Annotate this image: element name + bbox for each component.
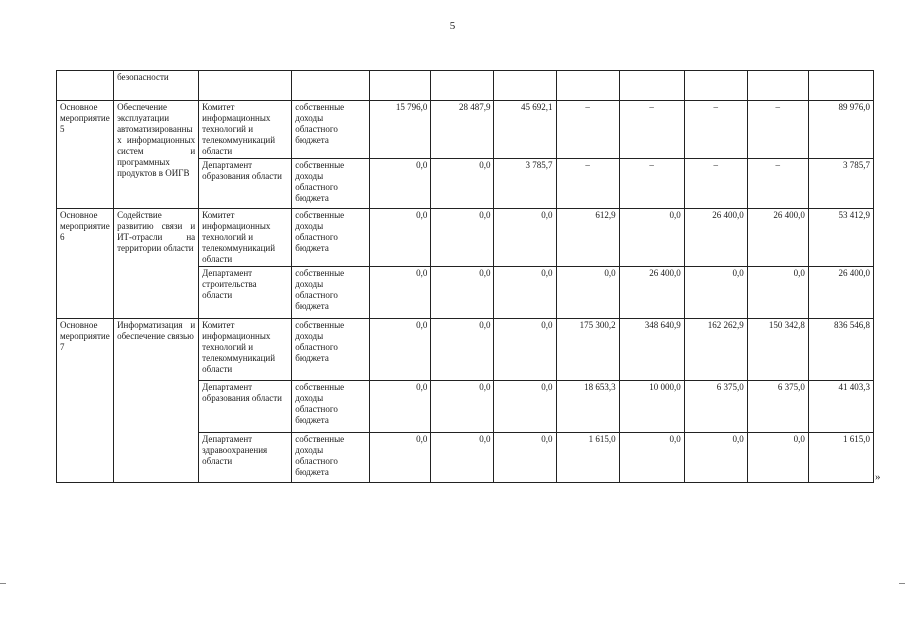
table-cell — [431, 71, 494, 101]
amount-cell: 18 653,3 — [556, 381, 619, 433]
amount-cell: 26 400,0 — [619, 267, 684, 319]
amount-cell: – — [747, 101, 808, 159]
funding-source-cell: собственные доходы областного бюджета — [292, 159, 370, 209]
amount-cell: 10 000,0 — [619, 381, 684, 433]
amount-cell: 0,0 — [747, 433, 808, 483]
amount-cell: 0,0 — [431, 433, 494, 483]
table-row — [57, 101, 874, 159]
amount-cell: 348 640,9 — [619, 319, 684, 381]
amount-cell: 0,0 — [747, 267, 808, 319]
amount-cell: 1 615,0 — [556, 433, 619, 483]
table-cell — [199, 71, 292, 101]
executor-cell: Департамент здравоохранения области — [199, 433, 292, 483]
amount-cell: 0,0 — [431, 319, 494, 381]
executor-cell: Комитет информационных технологий и телекоммуникаций области — [199, 101, 292, 159]
table-body — [57, 71, 874, 483]
amount-cell: 26 400,0 — [684, 209, 747, 267]
amount-cell: 41 403,3 — [808, 381, 873, 433]
table-cell — [370, 71, 431, 101]
amount-cell: – — [619, 101, 684, 159]
amount-cell: 26 400,0 — [747, 209, 808, 267]
funding-source-cell: собственные доходы областного бюджета — [292, 433, 370, 483]
table-cell — [556, 71, 619, 101]
table-cell — [57, 71, 114, 101]
executor-cell: Департамент образования области — [199, 159, 292, 209]
funding-source-cell: собственные доходы областного бюджета — [292, 101, 370, 159]
table-cell — [684, 71, 747, 101]
amount-cell: – — [619, 159, 684, 209]
executor-cell: Департамент образования области — [199, 381, 292, 433]
amount-cell: 150 342,8 — [747, 319, 808, 381]
measure-label: Основное мероприятие 7 — [57, 319, 114, 483]
funding-source-cell: собственные доходы областного бюджета — [292, 209, 370, 267]
table-row — [57, 71, 874, 101]
amount-cell: 0,0 — [494, 319, 556, 381]
executor-cell: Комитет информационных технологий и телекоммуникаций области — [199, 319, 292, 381]
amount-cell: 0,0 — [494, 381, 556, 433]
closing-quote: » — [875, 471, 881, 483]
amount-cell: 0,0 — [556, 267, 619, 319]
executor-cell: Комитет информационных технологий и телекоммуникаций области — [199, 209, 292, 267]
amount-cell: 15 796,0 — [370, 101, 431, 159]
edge-mark-left — [0, 583, 6, 584]
amount-cell: 89 976,0 — [808, 101, 873, 159]
amount-cell: 0,0 — [431, 159, 494, 209]
table-cell — [494, 71, 556, 101]
amount-cell: 0,0 — [370, 267, 431, 319]
amount-cell: 0,0 — [431, 267, 494, 319]
table-cell — [619, 71, 684, 101]
amount-cell: 28 487,9 — [431, 101, 494, 159]
amount-cell: 26 400,0 — [808, 267, 873, 319]
amount-cell: 1 615,0 — [808, 433, 873, 483]
executor-cell: Департамент строительства области — [199, 267, 292, 319]
amount-cell: 162 262,9 — [684, 319, 747, 381]
amount-cell: 0,0 — [370, 319, 431, 381]
amount-cell: 0,0 — [494, 433, 556, 483]
amount-cell: 53 412,9 — [808, 209, 873, 267]
amount-cell: 0,0 — [431, 381, 494, 433]
amount-cell: 45 692,1 — [494, 101, 556, 159]
funding-source-cell: собственные доходы областного бюджета — [292, 267, 370, 319]
amount-cell: 3 785,7 — [494, 159, 556, 209]
funding-source-cell: собственные доходы областного бюджета — [292, 381, 370, 433]
amount-cell: – — [684, 101, 747, 159]
amount-cell: 175 300,2 — [556, 319, 619, 381]
amount-cell: 6 375,0 — [684, 381, 747, 433]
amount-cell: 6 375,0 — [747, 381, 808, 433]
amount-cell: 3 785,7 — [808, 159, 873, 209]
amount-cell: – — [684, 159, 747, 209]
page-number: 5 — [449, 20, 456, 32]
measure-title: Обеспечение эксплуатации автоматизированных информационных систем и программных продуктов в ОИГВ — [114, 101, 199, 209]
budget-table — [56, 70, 874, 483]
table-row — [57, 319, 874, 381]
amount-cell: – — [556, 159, 619, 209]
amount-cell: 836 546,8 — [808, 319, 873, 381]
amount-cell: – — [747, 159, 808, 209]
measure-title: Содействие развитию связи и ИТ-отрасли на территории области — [114, 209, 199, 319]
amount-cell: 0,0 — [494, 267, 556, 319]
table-cell — [292, 71, 370, 101]
amount-cell: 0,0 — [684, 267, 747, 319]
funding-source-cell: собственные доходы областного бюджета — [292, 319, 370, 381]
measure-label: Основное мероприятие 5 — [57, 101, 114, 209]
measure-title: Информатизация и обеспечение связью — [114, 319, 199, 483]
table-row — [57, 209, 874, 267]
amount-cell: – — [556, 101, 619, 159]
amount-cell: 0,0 — [684, 433, 747, 483]
edge-mark-right — [899, 583, 905, 584]
amount-cell: 0,0 — [370, 209, 431, 267]
table-cell — [747, 71, 808, 101]
measure-label: Основное мероприятие 6 — [57, 209, 114, 319]
amount-cell: 0,0 — [431, 209, 494, 267]
amount-cell: 612,9 — [556, 209, 619, 267]
table-cell — [808, 71, 873, 101]
amount-cell: 0,0 — [370, 381, 431, 433]
amount-cell: 0,0 — [619, 209, 684, 267]
amount-cell: 0,0 — [619, 433, 684, 483]
amount-cell: 0,0 — [370, 433, 431, 483]
table-cell: безопасности — [114, 71, 199, 101]
amount-cell: 0,0 — [370, 159, 431, 209]
amount-cell: 0,0 — [494, 209, 556, 267]
